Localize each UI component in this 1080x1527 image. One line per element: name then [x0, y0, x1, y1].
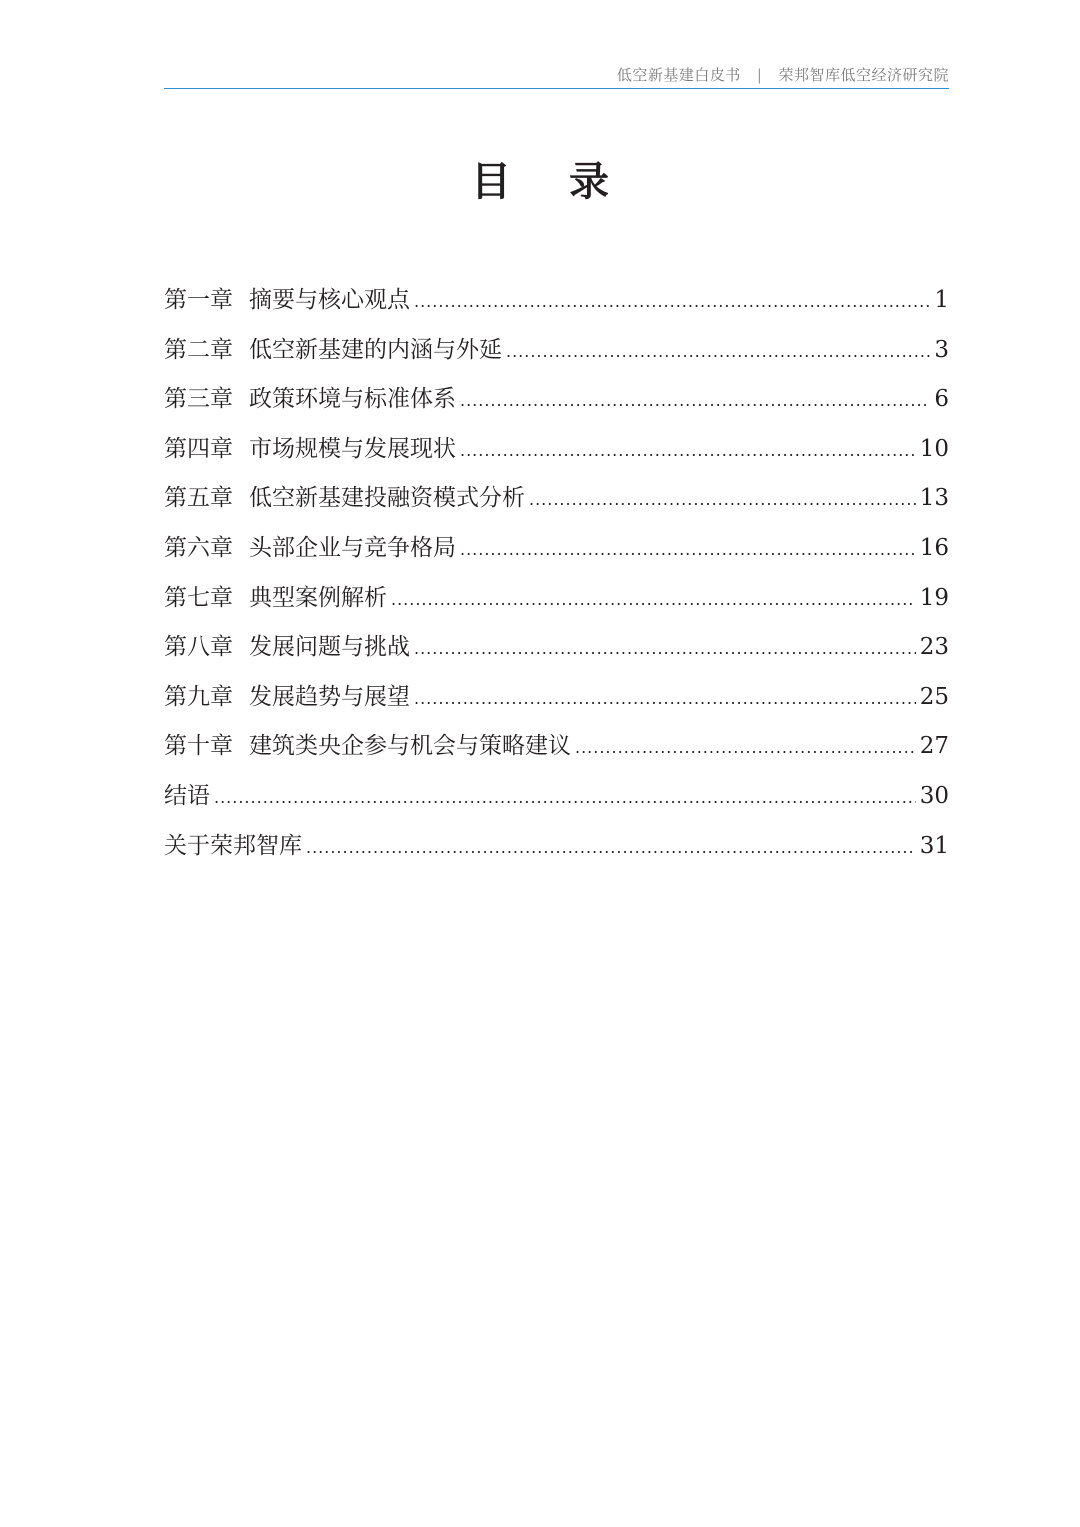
toc-dot-leader: [306, 828, 916, 868]
toc-entry[interactable]: [164, 578, 949, 628]
toc-dot-leader: [214, 778, 916, 818]
toc-chapter-title: 低空新基建投融资模式分析: [249, 485, 525, 512]
toc-chapter-number: 第一章: [164, 287, 233, 313]
toc-chapter-title: 发展趋势与展望: [249, 683, 410, 710]
toc-chapter-number: 第三章: [164, 386, 233, 413]
toc-chapter-number: 第五章: [164, 485, 233, 512]
toc-chapter-title: 关于荣邦智库: [164, 832, 302, 859]
toc-entry[interactable]: [164, 826, 949, 876]
page-header: [164, 58, 949, 89]
toc-entry[interactable]: [164, 677, 949, 727]
toc-chapter-title: 典型案例解析: [249, 584, 387, 611]
toc-entry-label: [164, 429, 456, 469]
toc-chapter-title: 建筑类央企参与机会与策略建议: [249, 733, 571, 760]
header-text: [617, 64, 949, 85]
toc-entry-label: [164, 677, 410, 717]
toc-chapter-title: 政策环境与标准体系: [249, 386, 456, 413]
toc-chapter-title: 低空新基建的内涵与外延: [249, 336, 502, 363]
toc-page-number: 25: [919, 683, 949, 710]
toc-dot-leader: [575, 728, 916, 768]
toc-entry[interactable]: [164, 429, 949, 479]
toc-entry-label: [164, 280, 410, 320]
toc-chapter-number: 第二章: [164, 336, 233, 363]
toc-page-number: 6: [934, 386, 949, 413]
toc-chapter-number: 第四章: [164, 435, 233, 462]
toc-entry-label: [164, 776, 210, 816]
toc-entry-label: [164, 330, 502, 370]
toc-dot-leader: [414, 679, 916, 719]
toc-entry[interactable]: [164, 627, 949, 677]
toc-page-number: 16: [919, 534, 949, 561]
toc-dot-leader: [460, 431, 916, 471]
toc-page-number: 19: [919, 584, 949, 611]
toc-entry-label: [164, 826, 302, 866]
toc-page-number: 1: [934, 287, 949, 313]
toc-page-number: 31: [919, 832, 949, 859]
toc-entry-label: [164, 528, 456, 568]
toc-entry-label: [164, 478, 525, 518]
toc-page-number: 23: [919, 634, 949, 661]
toc-page-number: 3: [934, 336, 949, 363]
toc-chapter-number: 第十章: [164, 733, 233, 760]
toc-chapter-number: 第八章: [164, 634, 233, 661]
toc-page-number: 27: [919, 733, 949, 760]
toc-entry[interactable]: [164, 726, 949, 776]
toc-page-number: 10: [919, 435, 949, 462]
toc-entry-label: [164, 578, 387, 618]
header-document-title: 低空新基建白皮书: [616, 66, 741, 84]
toc-chapter-number: 第九章: [164, 683, 233, 710]
toc-entry[interactable]: [164, 478, 949, 528]
toc-dot-leader: [414, 282, 930, 322]
toc-chapter-number: 第六章: [164, 534, 233, 561]
toc-page-number: 13: [919, 485, 949, 512]
toc-chapter-title: 市场规模与发展现状: [249, 435, 456, 462]
toc-entry[interactable]: [164, 330, 949, 380]
header-separator: |: [756, 66, 763, 84]
table-of-contents: [164, 280, 949, 875]
toc-dot-leader: [391, 580, 916, 620]
toc-entry[interactable]: [164, 280, 949, 330]
toc-dot-leader: [529, 480, 916, 520]
toc-chapter-title: 发展问题与挑战: [249, 634, 410, 661]
toc-entry-label: [164, 726, 571, 766]
toc-entry-label: [164, 379, 456, 419]
toc-dot-leader: [414, 629, 916, 669]
toc-chapter-title: 头部企业与竞争格局: [249, 534, 456, 561]
toc-chapter-title: 结语: [164, 782, 210, 809]
toc-chapter-number: 第七章: [164, 584, 233, 611]
page-title: 目 录: [471, 158, 631, 205]
toc-entry-label: [164, 627, 410, 667]
toc-dot-leader: [460, 530, 916, 570]
header-institute-name: 荣邦智库低空经济研究院: [778, 66, 949, 84]
toc-dot-leader: [506, 332, 930, 372]
toc-page-number: 30: [919, 782, 949, 809]
toc-dot-leader: [460, 381, 930, 421]
toc-entry[interactable]: [164, 776, 949, 826]
toc-entry[interactable]: [164, 528, 949, 578]
toc-chapter-title: 摘要与核心观点: [249, 287, 410, 313]
toc-entry[interactable]: [164, 379, 949, 429]
